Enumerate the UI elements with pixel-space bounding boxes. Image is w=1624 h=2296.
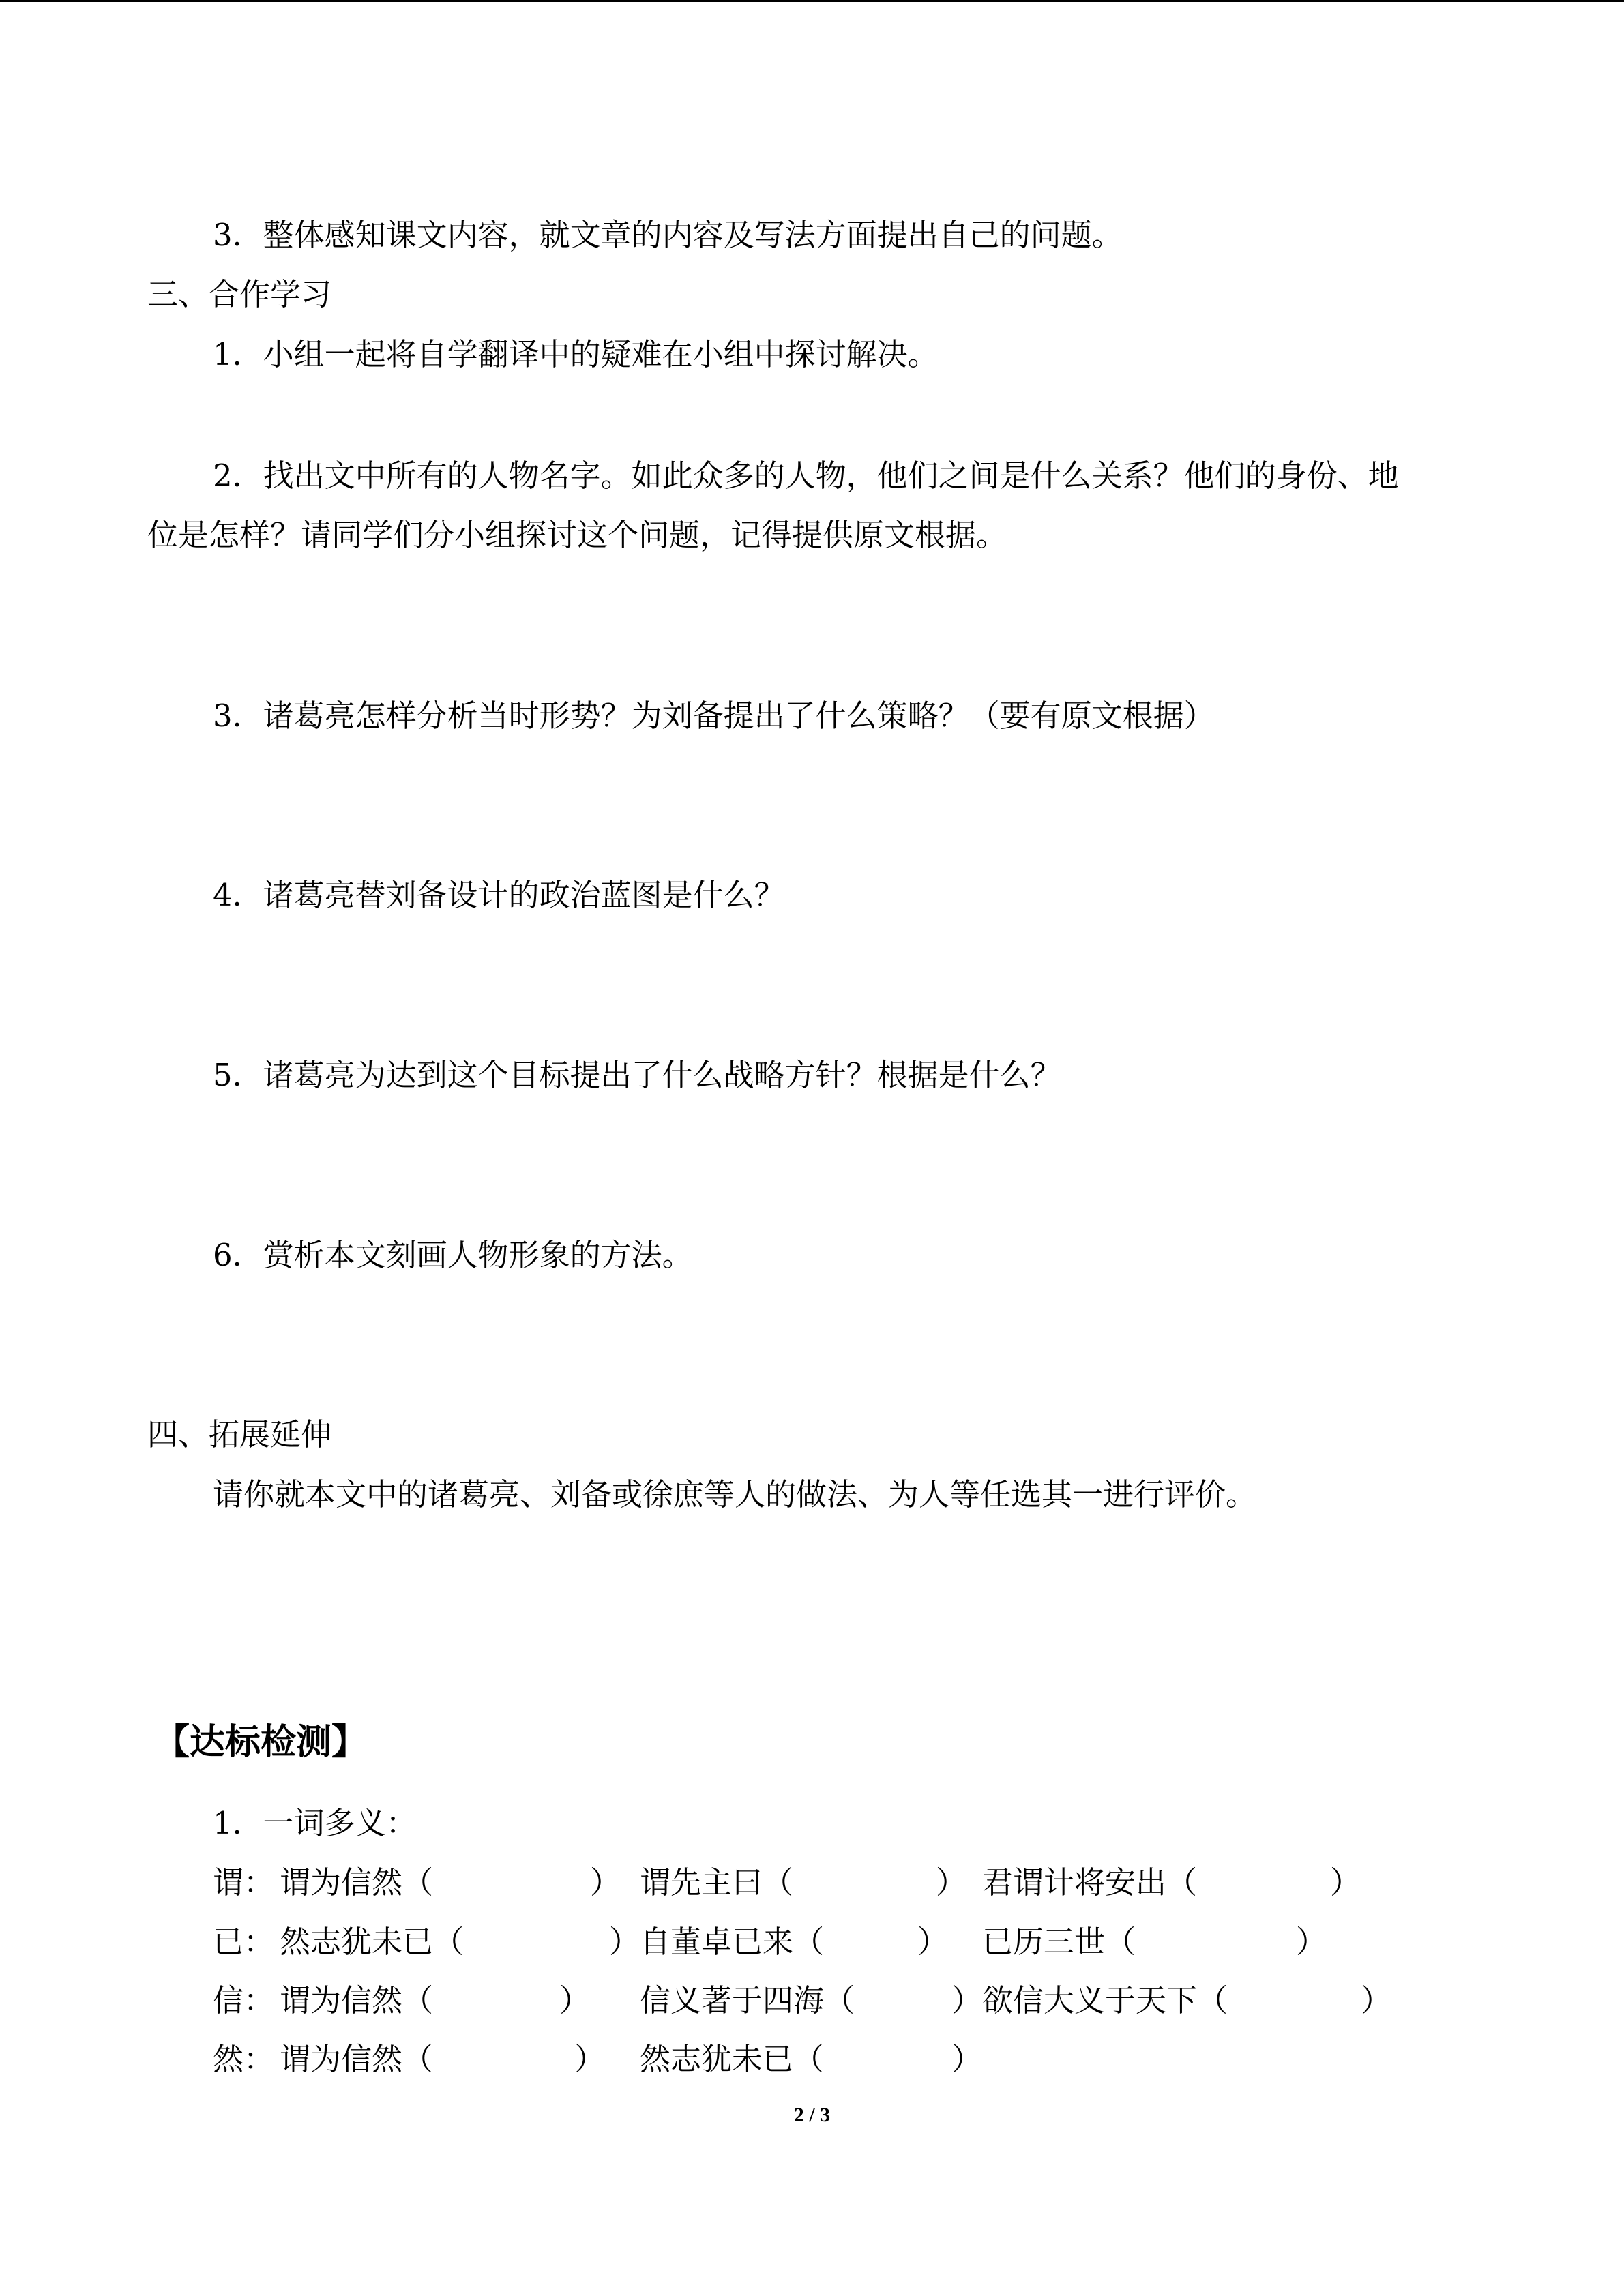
answer-blank-close: ） xyxy=(574,2041,606,2077)
answer-blank-close: ） xyxy=(1330,1864,1361,1900)
assessment-heading: 【达标检测】 xyxy=(154,1722,368,1763)
answer-blank-close: ） xyxy=(559,1982,591,2018)
question-2-3: 3．整体感知课文内容，就文章的内容及写法方面提出自己的问题。 xyxy=(213,217,1123,253)
answer-blank-close: ） xyxy=(936,1864,967,1900)
word-example: 信义著于四海（ xyxy=(640,1982,855,2018)
word-example: 谓为信然（ xyxy=(280,1864,434,1900)
answer-blank-close: ） xyxy=(1296,1924,1327,1960)
word-example: 谓为信然（ xyxy=(280,1982,434,2018)
word-example: 君谓计将安出（ xyxy=(982,1864,1198,1900)
assessment-q1-title: 1．一词多义： xyxy=(213,1805,417,1841)
question-3-2-line2: 位是怎样？请同学们分小组探讨这个问题，记得提供原文根据。 xyxy=(147,517,1007,553)
answer-blank-close: ） xyxy=(951,1982,983,2018)
word-example: 欲信大义于天下（ xyxy=(982,1982,1228,2018)
answer-blank-close: ） xyxy=(951,2041,983,2077)
section-four-prompt: 请你就本文中的诸葛亮、刘备或徐庶等人的做法、为人等任选其一进行评价。 xyxy=(213,1476,1257,1512)
word-example: 已历三世（ xyxy=(982,1924,1136,1960)
answer-blank-close: ） xyxy=(1361,1982,1392,2018)
row-label: 信： xyxy=(213,1982,275,2018)
page-number: 2 / 3 xyxy=(793,2104,831,2126)
question-3-5: 5．诸葛亮为达到这个目标提出了什么战略方针？根据是什么？ xyxy=(213,1057,1061,1093)
word-example: 然志犹未已（ xyxy=(280,1924,464,1960)
section-four-title: 四、拓展延伸 xyxy=(147,1416,332,1452)
section-three-title: 三、合作学习 xyxy=(147,276,332,312)
question-3-4: 4．诸葛亮替刘备设计的政治蓝图是什么？ xyxy=(213,877,785,913)
answer-blank-close: ） xyxy=(917,1924,949,1960)
row-label: 谓： xyxy=(213,1864,275,1900)
word-example: 自董卓已来（ xyxy=(640,1924,825,1960)
answer-blank-close: ） xyxy=(609,1924,640,1960)
word-example: 谓先主曰（ xyxy=(640,1864,794,1900)
question-3-1: 1．小组一起将自学翻译中的疑难在小组中探讨解决。 xyxy=(213,336,939,372)
row-label: 已： xyxy=(213,1924,275,1960)
top-border-rule xyxy=(0,0,1624,2)
question-3-3: 3．诸葛亮怎样分析当时形势？为刘备提出了什么策略？（要有原文根据） xyxy=(213,698,1215,734)
question-3-6: 6．赏析本文刻画人物形象的方法。 xyxy=(213,1237,693,1273)
word-example: 然志犹未已（ xyxy=(640,2041,825,2077)
word-example: 谓为信然（ xyxy=(280,2041,434,2077)
answer-blank-close: ） xyxy=(590,1864,621,1900)
row-label: 然： xyxy=(213,2041,275,2077)
question-3-2-line1: 2．找出文中所有的人物名字。如此众多的人物，他们之间是什么关系？他们的身份、地 xyxy=(213,458,1399,494)
